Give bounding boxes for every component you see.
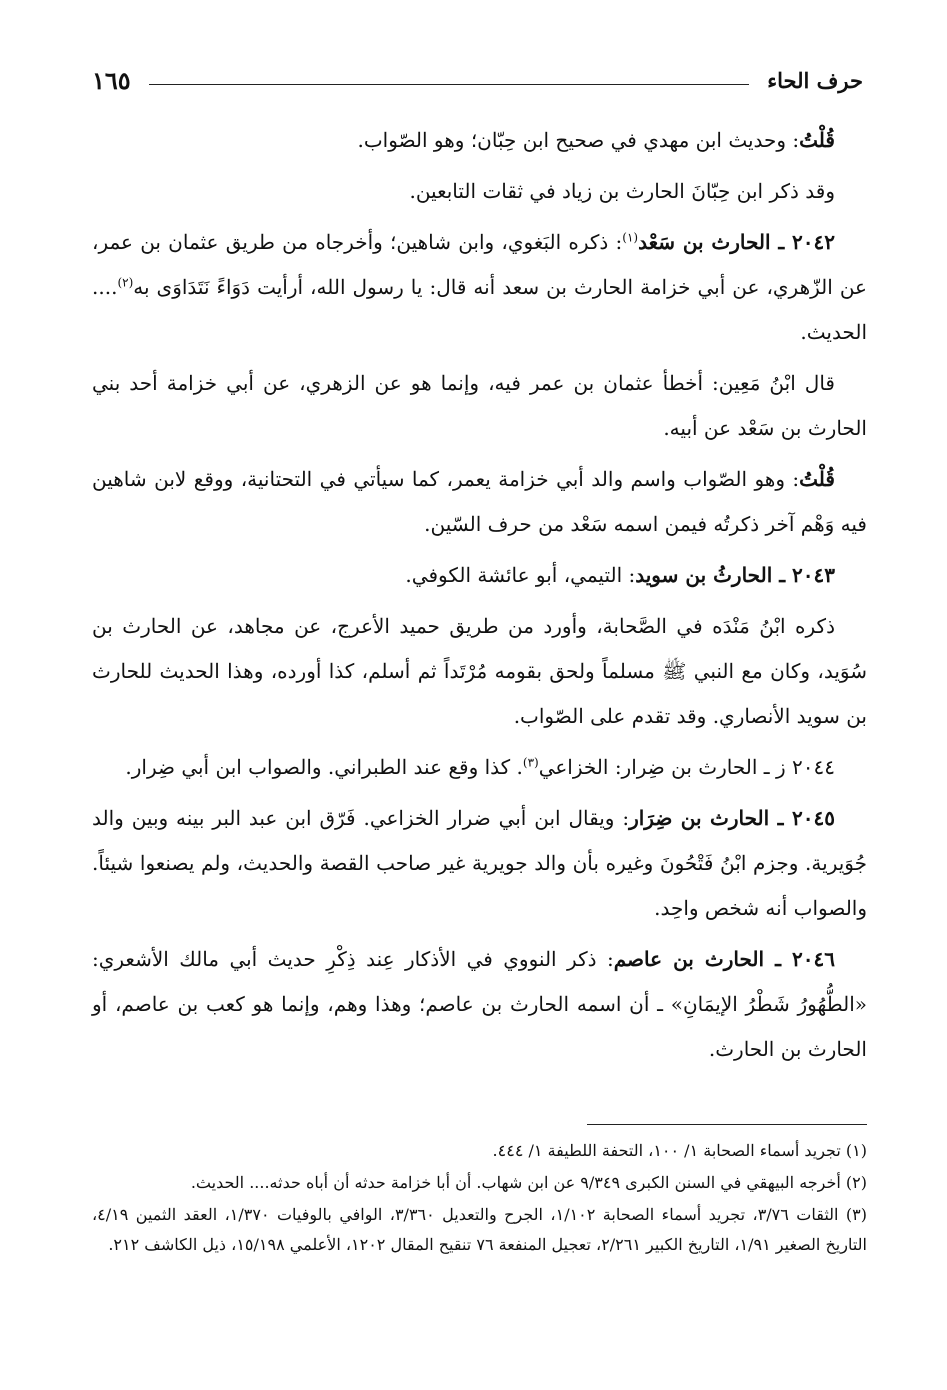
paragraph-text: : ذكر النووي في الأذكار عِند ذِكْرِ حديث أبي مالك الأشعري: «الطُّهُورُ شَطْرُ الإيمَانِ» ـ أن اسمه الحارث بن عاصم؛ وهذا وهم، وإنما هو كعب بن عاصم، أو الحارث بن الحارث. — [92, 947, 867, 1061]
entry-heading: ٢٠٤٦ ـ الحارث بن عاصم — [613, 947, 835, 971]
entry-2042 — [92, 220, 867, 355]
running-title: حرف الحاء — [767, 67, 863, 93]
entry-2044 — [92, 745, 867, 790]
paragraph-2 — [92, 169, 867, 214]
paragraph-text: .... الحديث. — [92, 275, 867, 344]
paragraph-text: : وحديث ابن مهدي في صحيح ابن حِبّان؛ وهو الصّواب. — [357, 128, 800, 152]
footnote-2: (٢) أخرجه البيهقي في السنن الكبرى ٩/٣٤٩ عن ابن شهاب. أن أبا خزامة حدثه أن أباه حدثه.... الحديث. — [190, 1173, 867, 1192]
entry-heading: ٢٠٤٣ ـ الحارثُ بن سويد — [635, 563, 835, 587]
paragraph-text: ٢٠٤٤ ز ـ الحارث بن ضِرار: الخزاعي — [538, 755, 835, 779]
page-header — [92, 60, 863, 100]
footnote-1: (١) تجريد أسماء الصحابة ١/ ١٠٠، التحفة اللطيفة ١/ ٤٤٤. — [492, 1141, 867, 1160]
footnotes — [92, 1136, 867, 1262]
lead-phrase: قُلْتُ — [799, 128, 835, 152]
paragraph-text: وقد ذكر ابن حِبّانَ الحارث بن زياد في ثقات التابعين. — [409, 179, 835, 203]
paragraph-text: . كذا وقع عند الطبراني. والصواب ابن أبي ضِرار. — [125, 755, 523, 779]
paragraph-qultu-2 — [92, 457, 867, 547]
entry-2045 — [92, 796, 867, 931]
lead-phrase: قُلْتُ — [799, 467, 835, 491]
paragraph-text: ذكره ابْنُ مَنْدَه في الصَّحابة، وأورد من طريق حميد الأعرج، عن مجاهد، عن الحارث بن سُوَيد، وكان مع النبي ﷺ مسلماً ولحق بقومه مُرْتَداً ثم أسلم، كذا أورده، وهذا الحديث للحارث بن سويد الأنصاري. وقد تقدم على الصّواب. — [92, 614, 867, 728]
paragraph-ibn-main — [92, 361, 867, 451]
paragraph-text: : ذكره البَغوي، وابن شاهين؛ وأخرجاه من طريق عثمان بن عمر، عن الزّهري، عن أبي خزامة الحارث بن سعد أنه قال: يا رسول الله، أرأيت دَوَاءً نَتَدَاوَى به — [92, 230, 867, 299]
entry-heading: ٢٠٤٥ ـ الحارث بن ضِرَار — [629, 806, 835, 830]
page-number: ١٦٥ — [92, 65, 131, 95]
paragraph-text: قال ابْنُ مَعِين: أخطأ عثمان بن عمر فيه، وإنما هو عن الزهري، عن أبي خزامة أحد بني الحارث بن سَعْد عن أبيه. — [92, 371, 867, 440]
paragraph-text: : التيمي، أبو عائشة الكوفي. — [405, 563, 636, 587]
footnote-ref-2: (٢) — [117, 275, 134, 290]
entry-heading: ٢٠٤٢ ـ الحارث بن سَعْد — [638, 230, 836, 254]
footnote-ref-3: (٣) — [522, 755, 539, 770]
entry-2046 — [92, 937, 867, 1072]
paragraph-text: : ويقال ابن أبي ضرار الخزاعي. فَرّق ابن عبد البر بينه وبين والد جُوَيرية. وجزم ابْنُ فَتْحُونَ وغيره بأن والد جويرية غير صاحب القصة والحديث، ولم يصنعوا شيئاً. والصواب أنه شخص واحِد. — [92, 806, 867, 920]
footnote-ref-1: (١) — [622, 230, 639, 245]
entry-2043 — [92, 553, 867, 598]
footnote-separator — [587, 1124, 867, 1125]
paragraph-ibn-mandah — [92, 604, 867, 739]
main-text — [92, 118, 867, 1078]
paragraph-text: : وهو الصّواب واسم والد أبي خزامة يعمر، كما سيأتي في التحتانية، ووقع لابن شاهين فيه وَهْم آخر ذكرتُه فيمن اسمه سَعْد من حرف السّين. — [92, 467, 867, 536]
paragraph-1 — [92, 118, 867, 163]
header-rule — [149, 84, 750, 85]
footnote-3: (٣) الثقات ٣/٧٦، تجريد أسماء الصحابة ١/١٠٢، الجرح والتعديل ٣/٣٦٠، الوافي بالوفيات ١/٣٧٠، العقد الثمين ٤/١٩، التاريخ الصغير ١/٩١، التاريخ الكبير ٢/٢٦١، تعجيل المنفعة ٧٦ تنقيح المقال ١٢٠٢، الأعلمي ١٥/١٩٨، ذيل الكاشف ٢١٢. — [92, 1205, 868, 1254]
